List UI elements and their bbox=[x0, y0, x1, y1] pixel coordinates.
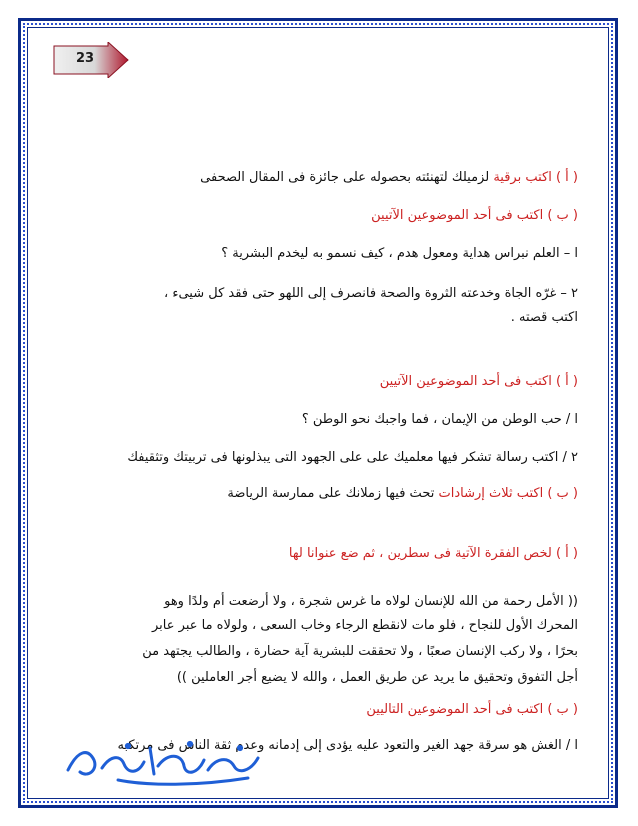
line-1: ( أ ) اكتب برقية لزميلك لتهنئته بحصوله على جائزة فى المقال الصحفى bbox=[200, 170, 578, 185]
line-2: ( ب ) اكتب فى أحد الموضوعين الآتيين bbox=[371, 208, 578, 223]
line-6: ( أ ) اكتب فى أحد الموضوعين الآتيين bbox=[379, 374, 578, 389]
line-7: ا / حب الوطن من الإيمان ، فما واجبك نحو الوطن ؟ bbox=[301, 412, 578, 427]
line-11: (( الأمل رحمة من الله للإنسان لولاه ما غرس شجرة ، ولا أرضعت أم ولدًا وهو bbox=[164, 594, 578, 609]
handwritten-signature bbox=[58, 730, 278, 790]
page-number: 23 bbox=[75, 51, 95, 66]
line-12: المحرك الأول للنجاح ، فلو مات لانقطع الرجاء وخاب السعى ، ولولاه ما عبر عابر bbox=[152, 618, 578, 633]
page-number-tab bbox=[52, 42, 130, 78]
line-16: ا / الغش هو سرقة جهد الغير والتعود عليه يؤدى إلى إدمانه وعدم ثقة الناس فى مرتكبه bbox=[117, 738, 578, 753]
line-5: اكتب قصته . bbox=[510, 310, 578, 325]
signature-icon bbox=[58, 730, 278, 790]
line-14: أجل التفوق وتحقيق ما يريد عن طريق العمل ، والله لا يضيع أجر العاملين )) bbox=[176, 670, 578, 685]
line-9: ( ب ) اكتب ثلاث إرشادات تحث فيها زملانك على ممارسة الرياضة bbox=[227, 486, 578, 501]
line-10: ( أ ) لخص الفقرة الآتية فى سطرين ، ثم ضع عنوانا لها bbox=[288, 546, 578, 561]
line-8: ٢ / اكتب رسالة تشكر فيها معلميك على على الجهود التى يبذلونها فى تربيتك وتثقيفك bbox=[127, 450, 578, 465]
line-15: ( ب ) اكتب فى أحد الموضوعين التاليين bbox=[366, 702, 578, 717]
line-13: بحرًا ، ولا ركب الإنسان صعبًا ، ولا تحققت للبشرية آية حضارة ، والطالب يجتهد من bbox=[142, 644, 578, 659]
line-4: ٢ – غرّه الجاة وخدعته الثروة والصحة فانصرف إلى اللهو حتى فقد كل شيىء ، bbox=[164, 286, 578, 301]
line-3: ا – العلم نبراس هداية ومعول هدم ، كيف نسمو به ليخدم البشرية ؟ bbox=[221, 246, 578, 261]
